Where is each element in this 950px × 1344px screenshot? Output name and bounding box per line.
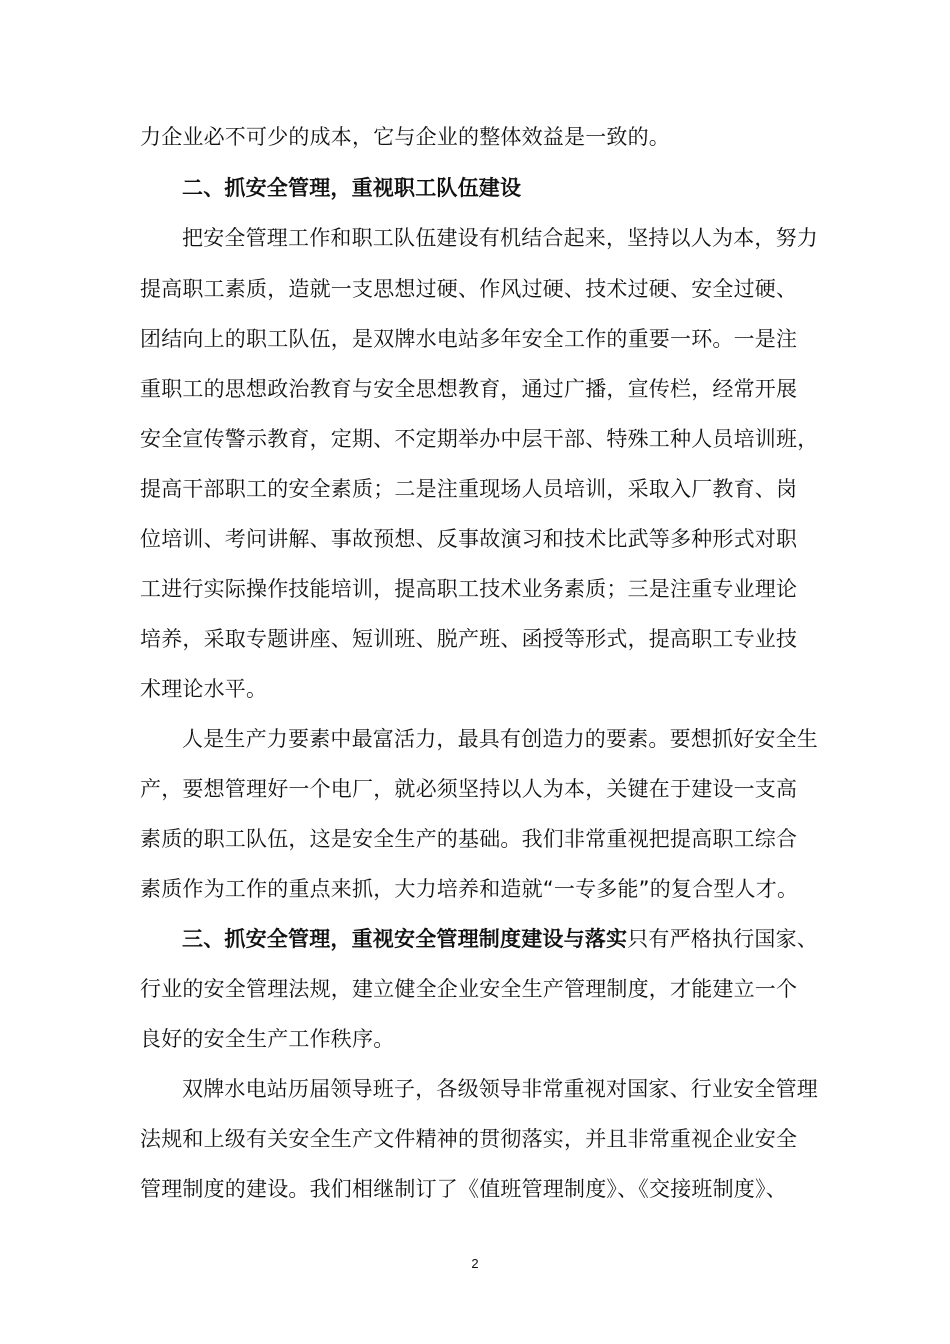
paragraph-line: 重职工的思想政治教育与安全思想教育，通过广播，宣传栏，经常开展 — [140, 377, 798, 401]
paragraph-line: 把安全管理工作和职工队伍建设有机结合起来，坚持以人为本，努力 — [182, 226, 818, 250]
paragraph-line: 素质作为工作的重点来抓，大力培养和造就“一专多能”的复合型人才。 — [140, 877, 799, 901]
paragraph-line: 产，要想管理好一个电厂，就必须坚持以人为本，关键在于建设一支高 — [140, 777, 798, 801]
paragraph-line: 位培训、考问讲解、事故预想、反事故演习和技术比武等多种形式对职 — [140, 527, 798, 551]
paragraph-line: 行业的安全管理法规，建立健全企业安全生产管理制度，才能建立一个 — [140, 977, 798, 1001]
paragraph-line: 良好的安全生产工作秩序。 — [140, 1027, 395, 1051]
paragraph-line: 人是生产力要素中最富活力，最具有创造力的要素。要想抓好安全生 — [182, 727, 818, 751]
page-number: 2 — [471, 1256, 479, 1271]
paragraph-line: 提高干部职工的安全素质；二是注重现场人员培训，采取入厂教育、岗 — [140, 477, 798, 501]
paragraph-line: 安全宣传警示教育，定期、不定期举办中层干部、特殊工种人员培训班， — [140, 427, 819, 451]
section-heading: 二、抓安全管理，重视职工队伍建设 — [182, 176, 522, 200]
paragraph-line: 提高职工素质，造就一支思想过硬、作风过硬、技术过硬、安全过硬、 — [140, 277, 798, 301]
paragraph-line: 力企业必不可少的成本，它与企业的整体效益是一致的。 — [140, 125, 670, 149]
paragraph-line: 团结向上的职工队伍，是双牌水电站多年安全工作的重要一环。一是注 — [140, 327, 798, 351]
paragraph-line: 管理制度的建设。我们相继制订了《值班管理制度》、《交接班制度》、 — [140, 1177, 787, 1201]
paragraph-line: 工进行实际操作技能培训，提高职工技术业务素质；三是注重专业理论 — [140, 577, 798, 601]
section-heading-line — [182, 924, 818, 954]
paragraph-line: 法规和上级有关安全生产文件精神的贯彻落实，并且非常重视企业安全 — [140, 1127, 798, 1151]
paragraph-line: 素质的职工队伍，这是安全生产的基础。我们非常重视把提高职工综合 — [140, 827, 798, 851]
paragraph-line: 培养，采取专题讲座、短训班、脱产班、函授等形式，提高职工专业技 — [140, 627, 798, 651]
paragraph-text: 只有严格执行国家、 — [627, 927, 819, 951]
paragraph-line: 双牌水电站历届领导班子，各级领导非常重视对国家、行业安全管理 — [182, 1077, 818, 1101]
paragraph-line: 术理论水平。 — [140, 677, 268, 701]
section-heading: 三、抓安全管理，重视安全管理制度建设与落实 — [182, 927, 628, 951]
